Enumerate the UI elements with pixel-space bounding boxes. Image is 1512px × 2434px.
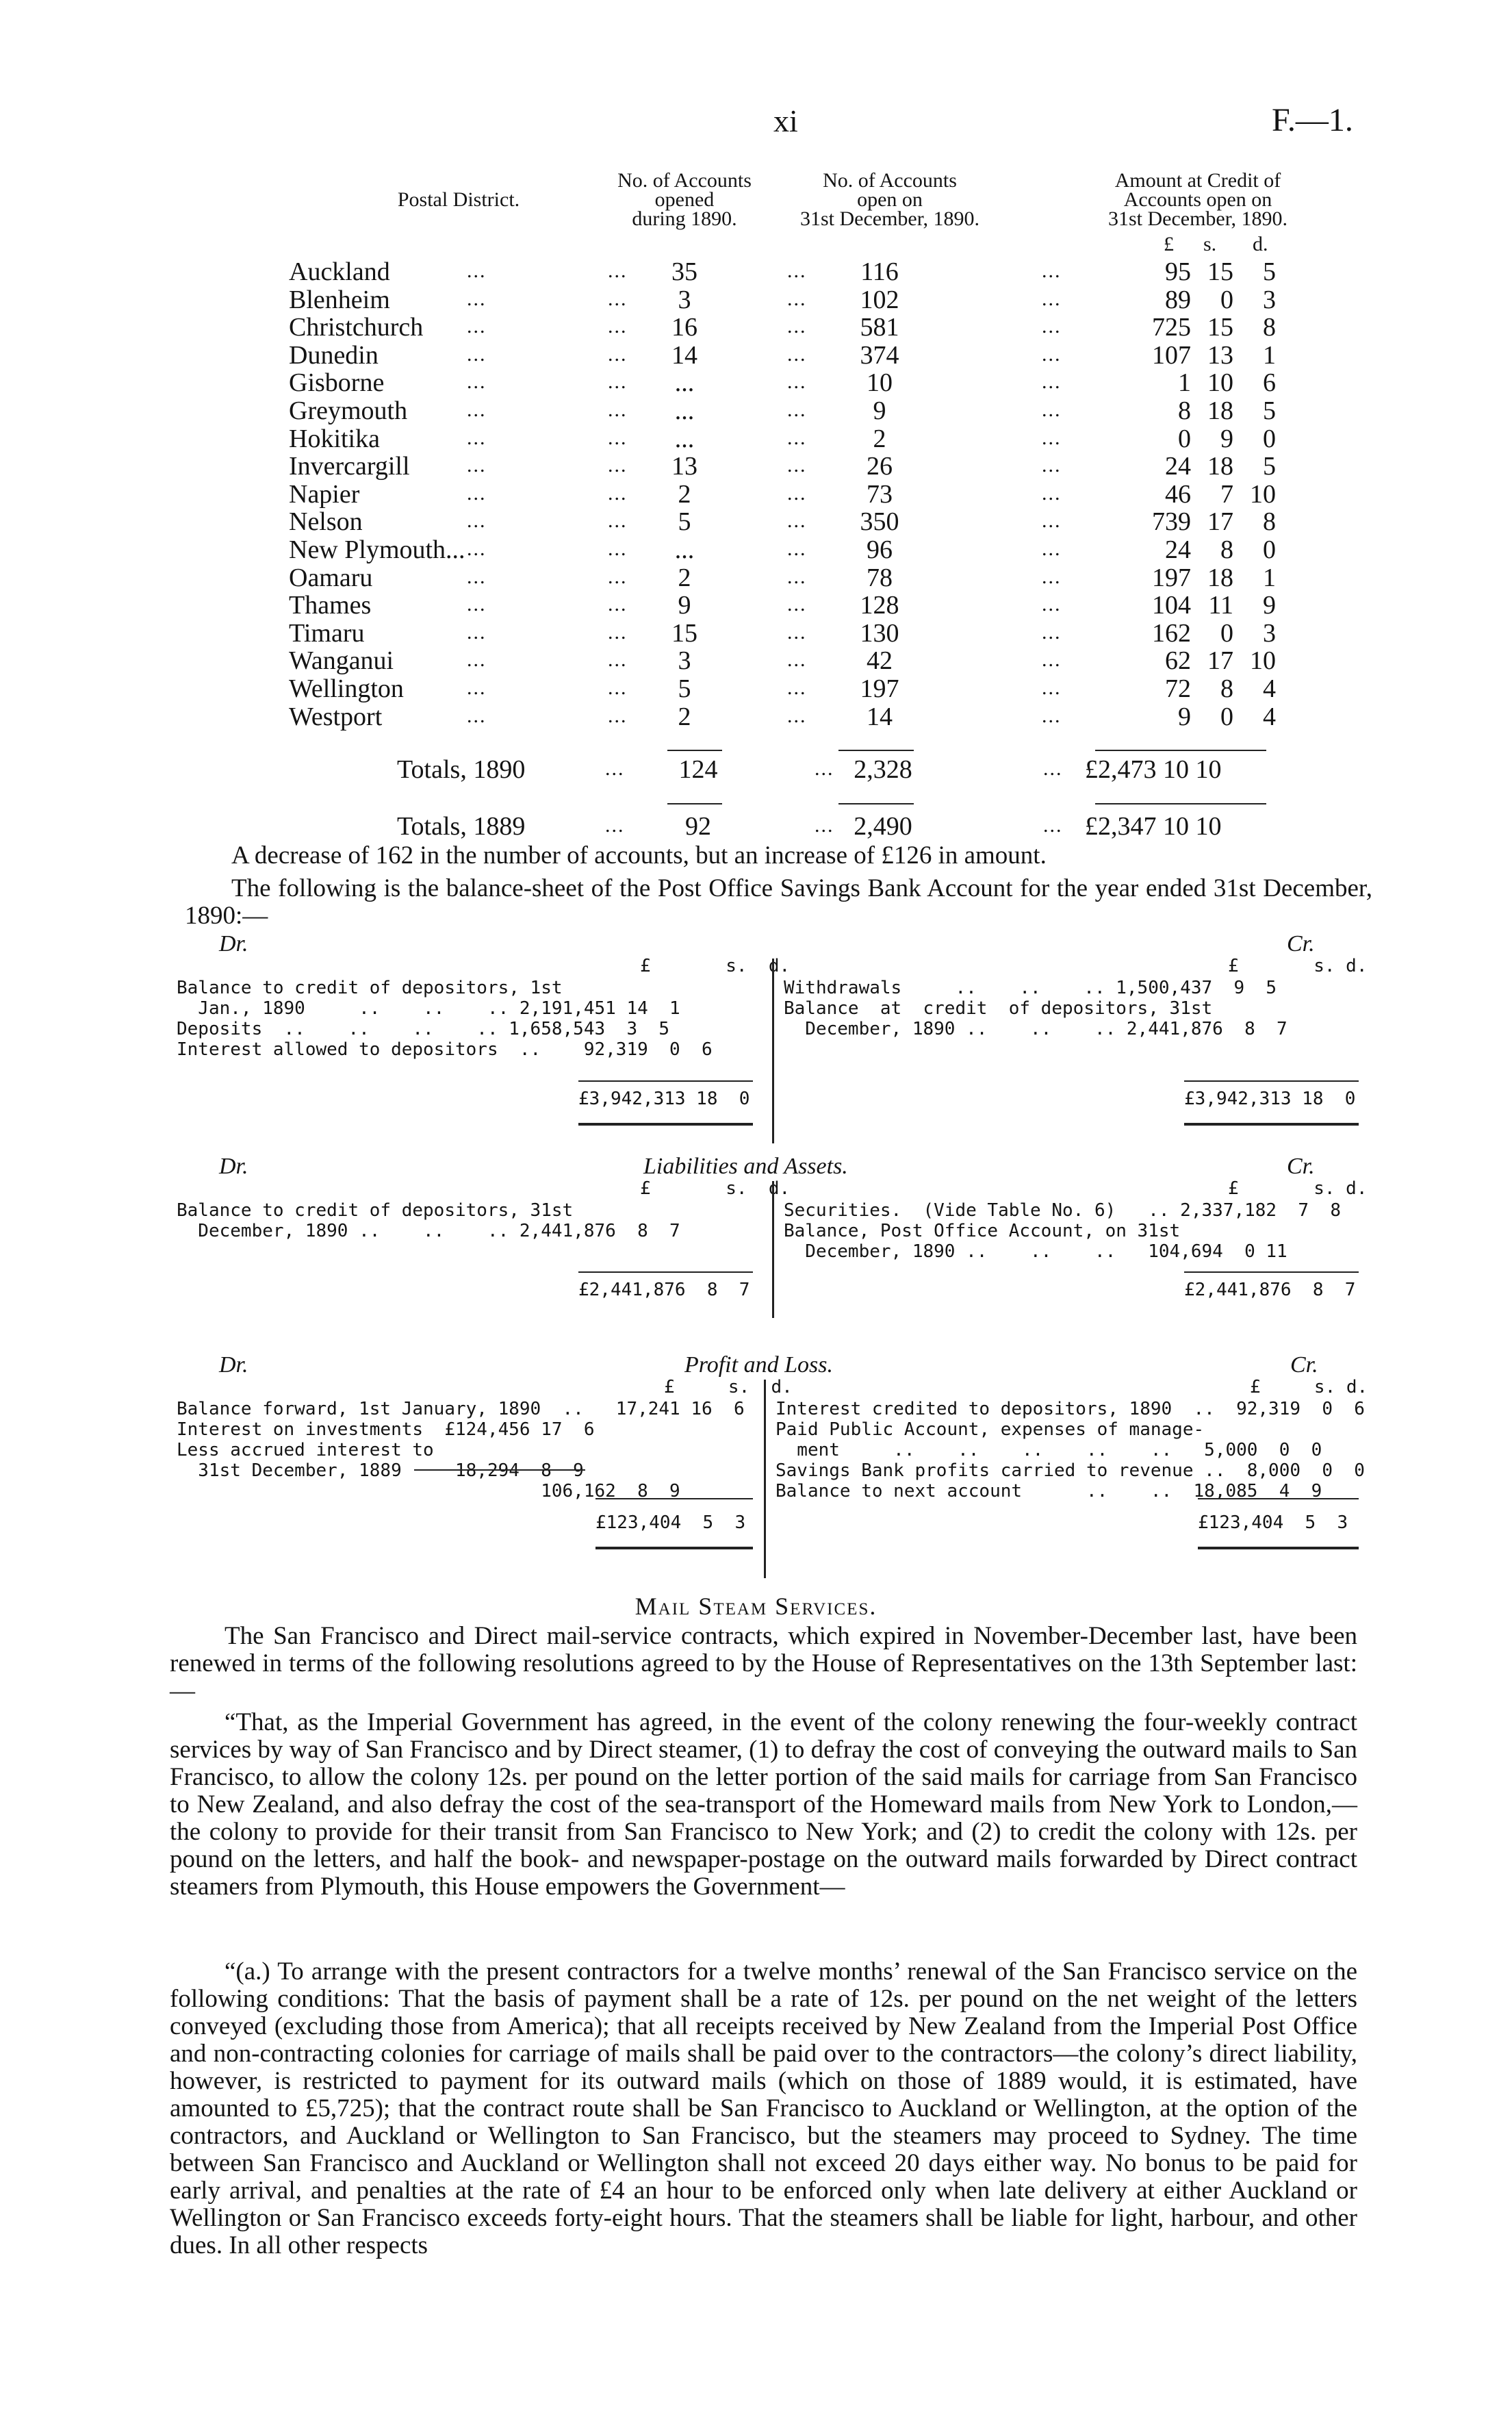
currency-pence: d. — [1253, 233, 1268, 255]
right-total: £123,404 5 3 — [1198, 1512, 1348, 1533]
amount-pounds: 197 — [1152, 563, 1191, 592]
dots: ... — [608, 342, 628, 366]
dots: ... — [1042, 676, 1062, 699]
district-name: Hokitika — [289, 424, 380, 453]
dots: ... — [608, 454, 628, 477]
accounts-open: 78 — [867, 563, 893, 592]
district-name: Nelson — [289, 507, 363, 537]
amount-pence: 1 — [1263, 563, 1276, 592]
dots: ... — [787, 620, 807, 644]
mail-paragraph-2: “That, as the Imperial Government has agreed, in the event of the colony renewing the four-weekly contract services by way of San Francisco and by Direct steamer, (1) to defray the cost of conveying the outward mails to San Francisco, to allow the colony 12s. per pound on the letter portion of the said mails for carriage from San Francisco to New Zealand, and also defray the cost of the sea-transport of the Homeward mails from New York to London,—the colony to provide for their transit from San Francisco to New York; and (2) to credit the colony with 12s. per pound on the letters, and half the book- and newspaper-postage on the outward mails forwarded by Direct contract steamers from Plymouth, this House empowers the Government— — [170, 1708, 1357, 1901]
district-name: Oamaru — [289, 563, 373, 592]
dots: ... — [467, 648, 487, 672]
dots: ... — [787, 704, 807, 727]
sheet-title: Profit and Loss. — [684, 1352, 833, 1378]
dots: ... — [608, 259, 628, 282]
amount-pounds: 104 — [1152, 591, 1191, 620]
mail-paragraph-1: The San Francisco and Direct mail-service contracts, which expired in November-December last, have been renewed in terms of the following resolutions agreed to by the House of Representatives on the 13th September last:— — [170, 1622, 1357, 1705]
dots: ... — [1042, 454, 1062, 477]
ledger-line: 106,162 8 9 — [177, 1481, 680, 1501]
accounts-open: 197 — [860, 674, 899, 703]
balance-sheet — [0, 931, 1512, 1150]
rule-open-2 — [838, 803, 914, 804]
dots: ... — [467, 454, 487, 477]
accounts-opened: 9 — [678, 591, 691, 620]
dots: ... — [467, 426, 487, 449]
dots: ... — [467, 565, 487, 588]
amount-pounds: 725 — [1152, 313, 1191, 342]
dots: ... — [467, 704, 487, 727]
dots: ... — [467, 398, 487, 421]
accounts-opened: 15 — [671, 618, 697, 648]
accounts-opened: 3 — [678, 285, 691, 314]
dots: ... — [608, 509, 628, 533]
col-header-amount-line1: Amount at Credit of — [1114, 169, 1281, 192]
ledger-line: December, 1890 .. .. .. 2,441,876 8 7 — [177, 1221, 680, 1241]
dots: ... — [467, 509, 487, 533]
rule-amount-2 — [1095, 803, 1266, 804]
table-row — [0, 590, 1512, 618]
col-header-amount-line3: 31st December, 1890. — [1107, 207, 1288, 230]
col-header-open-line1: No. of Accounts — [823, 169, 957, 192]
ledger-line: ment .. .. .. .. .. 5,000 0 0 — [776, 1440, 1322, 1460]
accounts-open: 26 — [867, 452, 893, 481]
accounts-opened: 14 — [671, 340, 697, 370]
amount-shillings: 17 — [1207, 646, 1233, 676]
table-row — [0, 563, 1512, 590]
currency-shillings: s. — [1203, 233, 1217, 255]
dots: ... — [1042, 370, 1062, 394]
amount-pence: 1 — [1263, 340, 1276, 370]
ledger-line: Savings Bank profits carried to revenue .. 8,000 0 0 — [776, 1460, 1365, 1481]
totals-label: Totals, 1890 — [397, 755, 526, 784]
dots: ... — [1042, 398, 1062, 421]
rule-open — [838, 750, 914, 751]
col-header-amount-line2: Accounts open on — [1123, 188, 1272, 211]
left-total: £123,404 5 3 — [595, 1512, 746, 1533]
totals-1889-row — [0, 811, 1512, 839]
dots: ... — [1042, 620, 1062, 644]
amount-pounds: 89 — [1165, 285, 1191, 314]
amount-pounds: 72 — [1165, 674, 1191, 703]
dots: ... — [787, 370, 807, 394]
district-name: Auckland — [289, 257, 390, 286]
left-currency: £ s. d. — [640, 956, 791, 976]
dots: ... — [608, 620, 628, 644]
left-currency: £ s. d. — [664, 1377, 793, 1397]
right-rule — [1184, 1080, 1359, 1082]
dots: ... — [787, 315, 807, 338]
amount-shillings: 8 — [1220, 535, 1233, 564]
accounts-opened: ... — [674, 396, 695, 425]
district-name: Napier — [289, 479, 360, 509]
dots: ... — [608, 287, 628, 310]
amount-shillings: 11 — [1208, 591, 1233, 620]
subtotal-rule — [414, 1469, 585, 1471]
amount-pence: 5 — [1263, 396, 1276, 425]
col-header-open — [787, 171, 992, 229]
table-row — [0, 285, 1512, 312]
ledger-line: Interest credited to depositors, 1890 .. 92,319 0 6 — [776, 1399, 1365, 1419]
amount-pounds: 1 — [1178, 368, 1191, 398]
right-double-rule — [1198, 1547, 1359, 1549]
dots: ... — [787, 565, 807, 588]
dots: ... — [608, 481, 628, 505]
amount-pence: 0 — [1263, 535, 1276, 564]
ledger-line: Interest allowed to depositors .. 92,319 0 6 — [177, 1039, 713, 1060]
column-divider — [772, 959, 774, 1143]
amount-shillings: 0 — [1220, 285, 1233, 314]
right-currency: £ s. d. — [1228, 956, 1368, 976]
right-rule — [1184, 1271, 1359, 1273]
left-total: £3,942,313 18 0 — [578, 1089, 750, 1109]
dots: ... — [467, 676, 487, 699]
dots: ... — [608, 426, 628, 449]
right-double-rule — [1184, 1123, 1359, 1126]
amount-pence: 4 — [1263, 674, 1276, 703]
district-name: Thames — [289, 591, 372, 620]
dots: ... — [608, 315, 628, 338]
left-currency: £ s. d. — [640, 1178, 791, 1199]
table-row — [0, 702, 1512, 729]
right-total: £2,441,876 8 7 — [1184, 1280, 1356, 1300]
dots: ... — [787, 481, 807, 505]
dots: ... — [787, 398, 807, 421]
district-name: Wanganui — [289, 646, 394, 676]
totals-opened: 124 — [678, 755, 718, 784]
currency-header — [0, 233, 1512, 256]
amount-shillings: 18 — [1207, 452, 1233, 481]
dots: ... — [787, 454, 807, 477]
totals-amount: £2,347 10 10 — [1085, 812, 1222, 841]
dots: ... — [467, 315, 487, 338]
col-header-amount — [1068, 171, 1328, 229]
amount-pounds: 107 — [1152, 340, 1191, 370]
left-rule — [595, 1498, 753, 1499]
accounts-open: 10 — [867, 368, 893, 398]
amount-pence: 8 — [1263, 313, 1276, 342]
totals-label: Totals, 1889 — [397, 812, 526, 841]
amount-pounds: 95 — [1165, 257, 1191, 286]
decrease-note: A decrease of 162 in the number of accounts, but an increase of £126 in amount. — [231, 841, 1047, 870]
amount-shillings: 18 — [1207, 563, 1233, 592]
dots: ... — [1042, 342, 1062, 366]
accounts-opened: 2 — [678, 702, 691, 731]
dots: ... — [1042, 287, 1062, 310]
amount-pounds: 46 — [1165, 479, 1191, 509]
dr-label: Dr. — [219, 1352, 248, 1378]
ledger-line: Balance to credit of depositors, 31st — [177, 1200, 574, 1221]
dots: ... — [608, 704, 628, 727]
dots: ... — [467, 593, 487, 616]
amount-pounds: 739 — [1152, 507, 1191, 537]
accounts-open: 9 — [873, 396, 886, 425]
accounts-open: 350 — [860, 507, 899, 537]
dots: ... — [1042, 593, 1062, 616]
left-double-rule — [595, 1547, 753, 1549]
dots: ... — [1042, 648, 1062, 672]
dots: ... — [467, 537, 487, 560]
currency-pounds: £ — [1164, 233, 1174, 255]
dots: ... — [608, 593, 628, 616]
col-header-open-line3: 31st December, 1890. — [799, 207, 980, 230]
rule-opened — [667, 750, 722, 751]
accounts-opened: 5 — [678, 674, 691, 703]
dots: ... — [1042, 259, 1062, 282]
dots: ... — [1042, 704, 1062, 727]
amount-shillings: 8 — [1220, 674, 1233, 703]
accounts-opened: 13 — [671, 452, 697, 481]
dots: ... — [608, 370, 628, 394]
table-row — [0, 507, 1512, 537]
district-name: New Plymouth... — [289, 535, 465, 564]
ledger-line: Paid Public Account, expenses of manage- — [776, 1419, 1205, 1440]
ledger-line: December, 1890 .. .. .. 2,441,876 8 7 — [784, 1019, 1287, 1039]
col-header-opened-line3: during 1890. — [632, 207, 737, 230]
amount-pounds: 8 — [1178, 396, 1191, 425]
dots: ... — [815, 814, 834, 837]
ledger-line: Balance to next account .. .. 18,085 4 9 — [776, 1481, 1322, 1501]
amount-shillings: 13 — [1207, 340, 1233, 370]
dots: ... — [467, 259, 487, 282]
amount-pounds: 162 — [1152, 618, 1191, 648]
dots: ... — [787, 537, 807, 560]
mail-services-heading: Mail Steam Services. — [635, 1593, 877, 1620]
dr-label: Dr. — [219, 1154, 248, 1179]
accounts-opened: ... — [674, 424, 695, 453]
amount-shillings: 18 — [1207, 396, 1233, 425]
column-divider — [764, 1380, 766, 1578]
amount-pence: 5 — [1263, 257, 1276, 286]
district-name: Westport — [289, 702, 383, 731]
table-row — [0, 451, 1512, 479]
rule-amount — [1095, 750, 1266, 751]
amount-pounds: 24 — [1165, 535, 1191, 564]
column-divider — [772, 1181, 774, 1318]
district-name: Christchurch — [289, 313, 424, 342]
table-row — [0, 646, 1512, 676]
table-row — [0, 396, 1512, 423]
accounts-opened: ... — [674, 368, 695, 398]
amount-pence: 8 — [1263, 507, 1276, 537]
district-name: Gisborne — [289, 368, 385, 398]
district-name: Invercargill — [289, 452, 410, 481]
ledger-line: Securities. (Vide Table No. 6) .. 2,337,182 7 8 — [784, 1200, 1341, 1221]
balance-sheet-intro: The following is the balance-sheet of the Post Office Savings Bank Account for the year ended 31st December, 1890:— — [185, 874, 1372, 930]
dots: ... — [467, 620, 487, 644]
dr-label: Dr. — [219, 931, 248, 956]
dots: ... — [608, 398, 628, 421]
profit-loss-sheet — [0, 1352, 1512, 1585]
page-number: xi — [773, 103, 798, 138]
left-total: £2,441,876 8 7 — [578, 1280, 750, 1300]
amount-shillings: 7 — [1220, 479, 1233, 509]
amount-pence: 0 — [1263, 424, 1276, 453]
amount-pence: 3 — [1263, 285, 1276, 314]
ledger-line: Balance, Post Office Account, on 31st — [784, 1221, 1181, 1241]
amount-shillings: 17 — [1207, 507, 1233, 537]
ledger-line: December, 1890 .. .. .. 104,694 0 11 — [784, 1241, 1287, 1262]
accounts-opened: 3 — [678, 646, 691, 676]
amount-shillings: 0 — [1220, 618, 1233, 648]
amount-pence: 5 — [1263, 452, 1276, 481]
amount-shillings: 10 — [1207, 368, 1233, 398]
col-header-district: Postal District. — [397, 188, 520, 211]
dots: ... — [787, 259, 807, 282]
accounts-open: 116 — [860, 257, 899, 286]
accounts-open: 102 — [860, 285, 899, 314]
ledger-line: Balance to credit of depositors, 1st — [177, 978, 563, 998]
amount-shillings: 15 — [1207, 313, 1233, 342]
table-row — [0, 340, 1512, 368]
amount-pence: 10 — [1250, 479, 1276, 509]
district-name: Blenheim — [289, 285, 390, 314]
col-header-open-line2: open on — [857, 188, 923, 211]
dots: ... — [787, 342, 807, 366]
dots: ... — [1042, 315, 1062, 338]
mail-paragraph-3: “(a.) To arrange with the present contractors for a twelve months’ renewal of the San Francisco service on the following conditions: That the basis of payment shall be a rate of 12s. per pound on the net weight of the letters conveyed (excluding those from America); that all receipts received by New Zealand from the Imperial Post Office and non-contracting colonies for carriage of mails shall be paid over to the contractors—the colony’s direct liability, however, is restricted to payment for its outward mails (which on those of 1889 would, it is estimated, have amounted to £5,725); that the contract route shall be San Francisco to Auckland or Wellington, at the option of the contractors, and Auckland or Wellington to San Francisco, but the steamers may proceed to Sydney. The time between San Francisco and Auckland or Wellington shall not exceed 20 days either way. No bonus to be paid for early arrival, and penalties at the rate of £4 an hour to be enforced only when late delivery at either Auckland or Wellington or San Francisco exceeds forty-eight hours. That the steamers shall be liable for light, harbour, and other dues. In all other respects — [170, 1957, 1357, 2259]
dots: ... — [787, 509, 807, 533]
dots: ... — [1042, 509, 1062, 533]
table-row — [0, 312, 1512, 340]
dots: ... — [608, 565, 628, 588]
accounts-open: 42 — [867, 646, 893, 676]
cr-label: Cr. — [1287, 931, 1315, 956]
dots: ... — [605, 814, 625, 837]
accounts-opened: ... — [674, 535, 695, 564]
dots: ... — [1042, 565, 1062, 588]
sheet-title: Liabilities and Assets. — [643, 1154, 848, 1179]
dots: ... — [467, 287, 487, 310]
totals-open: 2,490 — [854, 812, 912, 841]
amount-pounds: 9 — [1178, 702, 1191, 731]
dots: ... — [608, 537, 628, 560]
accounts-open: 14 — [867, 702, 893, 731]
dots: ... — [605, 757, 625, 780]
right-rule — [1198, 1498, 1359, 1499]
accounts-open: 130 — [860, 618, 899, 648]
right-currency: £ s. d. — [1250, 1377, 1368, 1397]
col-header-opened-line2: opened — [654, 188, 715, 211]
left-rule — [578, 1271, 753, 1273]
totals-opened: 92 — [685, 812, 711, 841]
ledger-line: 31st December, 1889 18,294 8 9 — [177, 1460, 584, 1481]
totals-amount: £2,473 10 10 — [1085, 755, 1222, 784]
table-row — [0, 257, 1512, 284]
cr-label: Cr. — [1290, 1352, 1318, 1378]
amount-shillings: 9 — [1220, 424, 1233, 453]
amount-pence: 10 — [1250, 646, 1276, 676]
ledger-line: Withdrawals .. .. .. 1,500,437 9 5 — [784, 978, 1277, 998]
left-rule — [578, 1080, 753, 1082]
amount-pence: 3 — [1263, 618, 1276, 648]
dots: ... — [608, 676, 628, 699]
amount-pence: 4 — [1263, 702, 1276, 731]
cr-label: Cr. — [1287, 1154, 1315, 1179]
ledger-line: Less accrued interest to — [177, 1440, 434, 1460]
table-row — [0, 479, 1512, 507]
dots: ... — [467, 342, 487, 366]
document-reference: F.—1. — [1272, 102, 1353, 138]
dots: ... — [787, 676, 807, 699]
amount-pounds: 62 — [1165, 646, 1191, 676]
right-total: £3,942,313 18 0 — [1184, 1089, 1356, 1109]
totals-1890-row — [0, 755, 1512, 782]
table-row — [0, 424, 1512, 451]
district-name: Timaru — [289, 618, 365, 648]
left-double-rule — [578, 1123, 753, 1126]
amount-shillings: 0 — [1220, 702, 1233, 731]
accounts-open: 2 — [873, 424, 886, 453]
dots: ... — [608, 648, 628, 672]
amount-pence: 9 — [1263, 591, 1276, 620]
accounts-opened: 35 — [671, 257, 697, 286]
amount-shillings: 15 — [1207, 257, 1233, 286]
dots: ... — [787, 426, 807, 449]
dots: ... — [787, 593, 807, 616]
dots: ... — [467, 370, 487, 394]
ledger-line: Jan., 1890 .. .. .. 2,191,451 14 1 — [177, 998, 680, 1019]
dots: ... — [1043, 814, 1063, 837]
dots: ... — [1043, 757, 1063, 780]
accounts-opened: 2 — [678, 479, 691, 509]
col-header-opened-line1: No. of Accounts — [617, 169, 752, 192]
dots: ... — [1042, 481, 1062, 505]
accounts-open: 73 — [867, 479, 893, 509]
ledger-line: Balance forward, 1st January, 1890 .. 17,241 16 6 — [177, 1399, 745, 1419]
accounts-open: 581 — [860, 313, 899, 342]
accounts-opened: 16 — [671, 313, 697, 342]
dots: ... — [787, 648, 807, 672]
table-row — [0, 674, 1512, 701]
amount-pence: 6 — [1263, 368, 1276, 398]
liabilities-assets-sheet — [0, 1154, 1512, 1332]
table-row — [0, 535, 1512, 562]
district-name: Greymouth — [289, 396, 408, 425]
ledger-line: Deposits .. .. .. .. 1,658,543 3 5 — [177, 1019, 670, 1039]
ledger-line: Balance at credit of depositors, 31st — [784, 998, 1213, 1019]
col-header-opened — [602, 171, 767, 229]
accounts-opened: 2 — [678, 563, 691, 592]
accounts-opened: 5 — [678, 507, 691, 537]
table-row — [0, 618, 1512, 646]
rule-opened-2 — [667, 803, 722, 804]
ledger-line: Interest on investments £124,456 17 6 — [177, 1419, 595, 1440]
accounts-open: 96 — [867, 535, 893, 564]
accounts-open: 128 — [860, 591, 899, 620]
amount-pounds: 24 — [1165, 452, 1191, 481]
totals-open: 2,328 — [854, 755, 912, 784]
dots: ... — [787, 287, 807, 310]
dots: ... — [467, 481, 487, 505]
right-currency: £ s. d. — [1228, 1178, 1368, 1199]
dots: ... — [1042, 537, 1062, 560]
table-row — [0, 368, 1512, 398]
accounts-open: 374 — [860, 340, 899, 370]
district-name: Dunedin — [289, 340, 379, 370]
dots: ... — [1042, 426, 1062, 449]
district-name: Wellington — [289, 674, 404, 703]
amount-pounds: 0 — [1178, 424, 1191, 453]
dots: ... — [815, 757, 834, 780]
